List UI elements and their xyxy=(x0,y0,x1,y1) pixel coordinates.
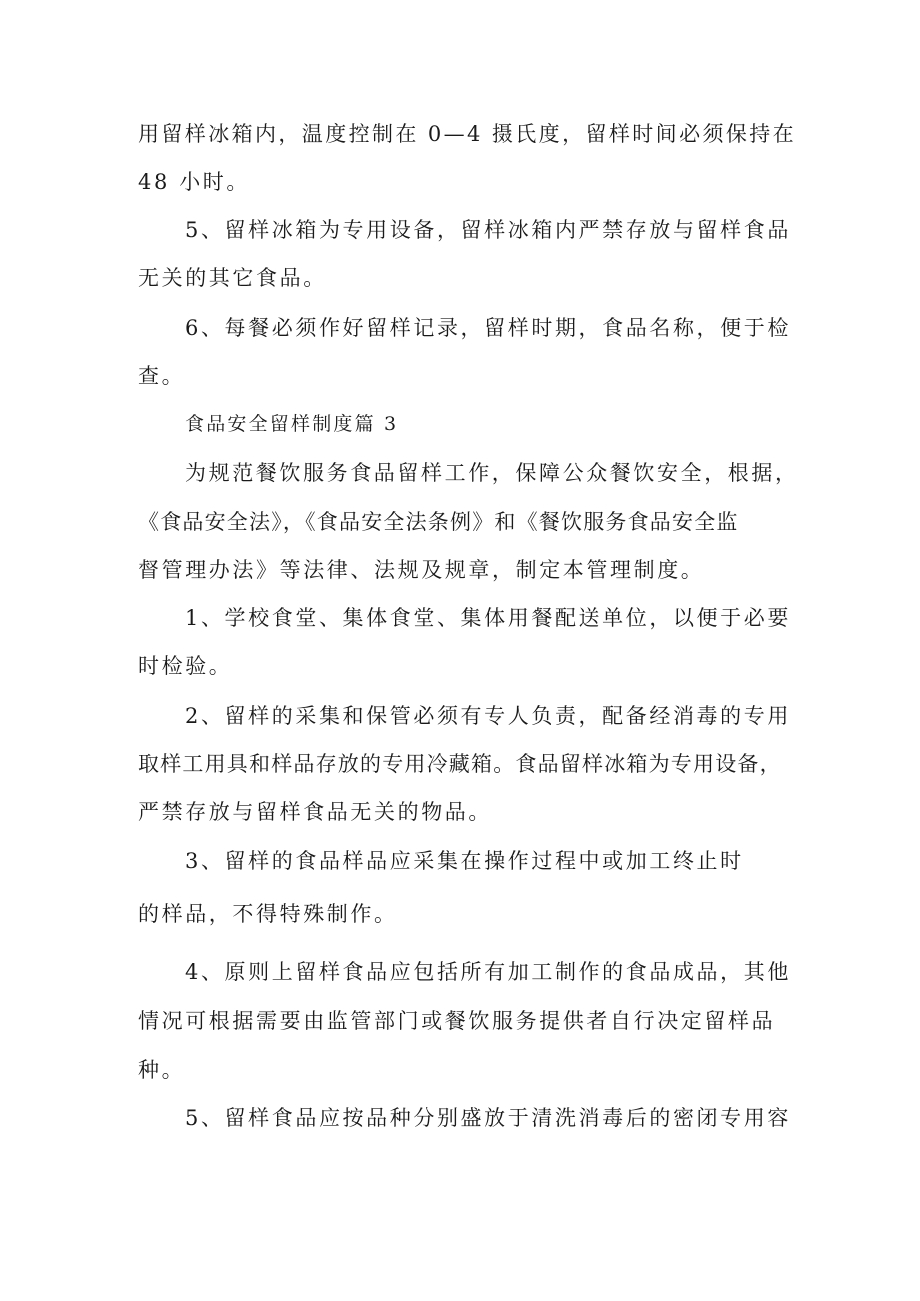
text-line: 时检验。 xyxy=(138,654,233,678)
text-line: 的样品，不得特殊制作。 xyxy=(138,902,398,926)
text-line: 用留样冰箱内，温度控制在 0—4 摄氏度，留样时间必须保持在 xyxy=(138,122,797,146)
text-line: 3、留样的食品样品应采集在操作过程中或加工终止时 xyxy=(185,849,744,873)
text-line: 情况可根据需要由监管部门或餐饮服务提供者自行决定留样品 xyxy=(138,1009,776,1033)
text-line: 2、留样的采集和保管必须有专人负责，配备经消毒的专用 xyxy=(185,704,791,728)
text-line: 为规范餐饮服务食品留样工作，保障公众餐饮安全，根据， xyxy=(185,461,799,485)
text-line: 4、原则上留样食品应包括所有加工制作的食品成品，其他 xyxy=(185,960,791,984)
text-line: 5、留样食品应按品种分别盛放于清洗消毒后的密闭专用容 xyxy=(185,1106,791,1130)
text-line: 48 小时。 xyxy=(138,170,250,194)
section-heading: 食品安全留样制度篇 3 xyxy=(185,413,399,435)
text-line: 取样工用具和样品存放的专用冷藏箱。食品留样冰箱为专用设备， xyxy=(138,752,782,776)
text-line: 种。 xyxy=(138,1058,186,1082)
text-line: 1、学校食堂、集体食堂、集体用餐配送单位，以便于必要 xyxy=(185,606,791,630)
text-line: 严禁存放与留样食品无关的物品。 xyxy=(138,800,492,824)
text-line: 查。 xyxy=(138,364,186,388)
text-line: 《食品安全法》，《食品安全法条例》和《餐饮服务食品安全监 xyxy=(138,510,739,534)
text-line: 5、留样冰箱为专用设备，留样冰箱内严禁存放与留样食品 xyxy=(185,218,791,242)
text-line: 督管理办法》等法律、法规及规章，制定本管理制度。 xyxy=(138,558,705,582)
text-line: 无关的其它食品。 xyxy=(138,266,327,290)
text-line: 6、每餐必须作好留样记录，留样时期，食品名称，便于检 xyxy=(185,316,791,340)
